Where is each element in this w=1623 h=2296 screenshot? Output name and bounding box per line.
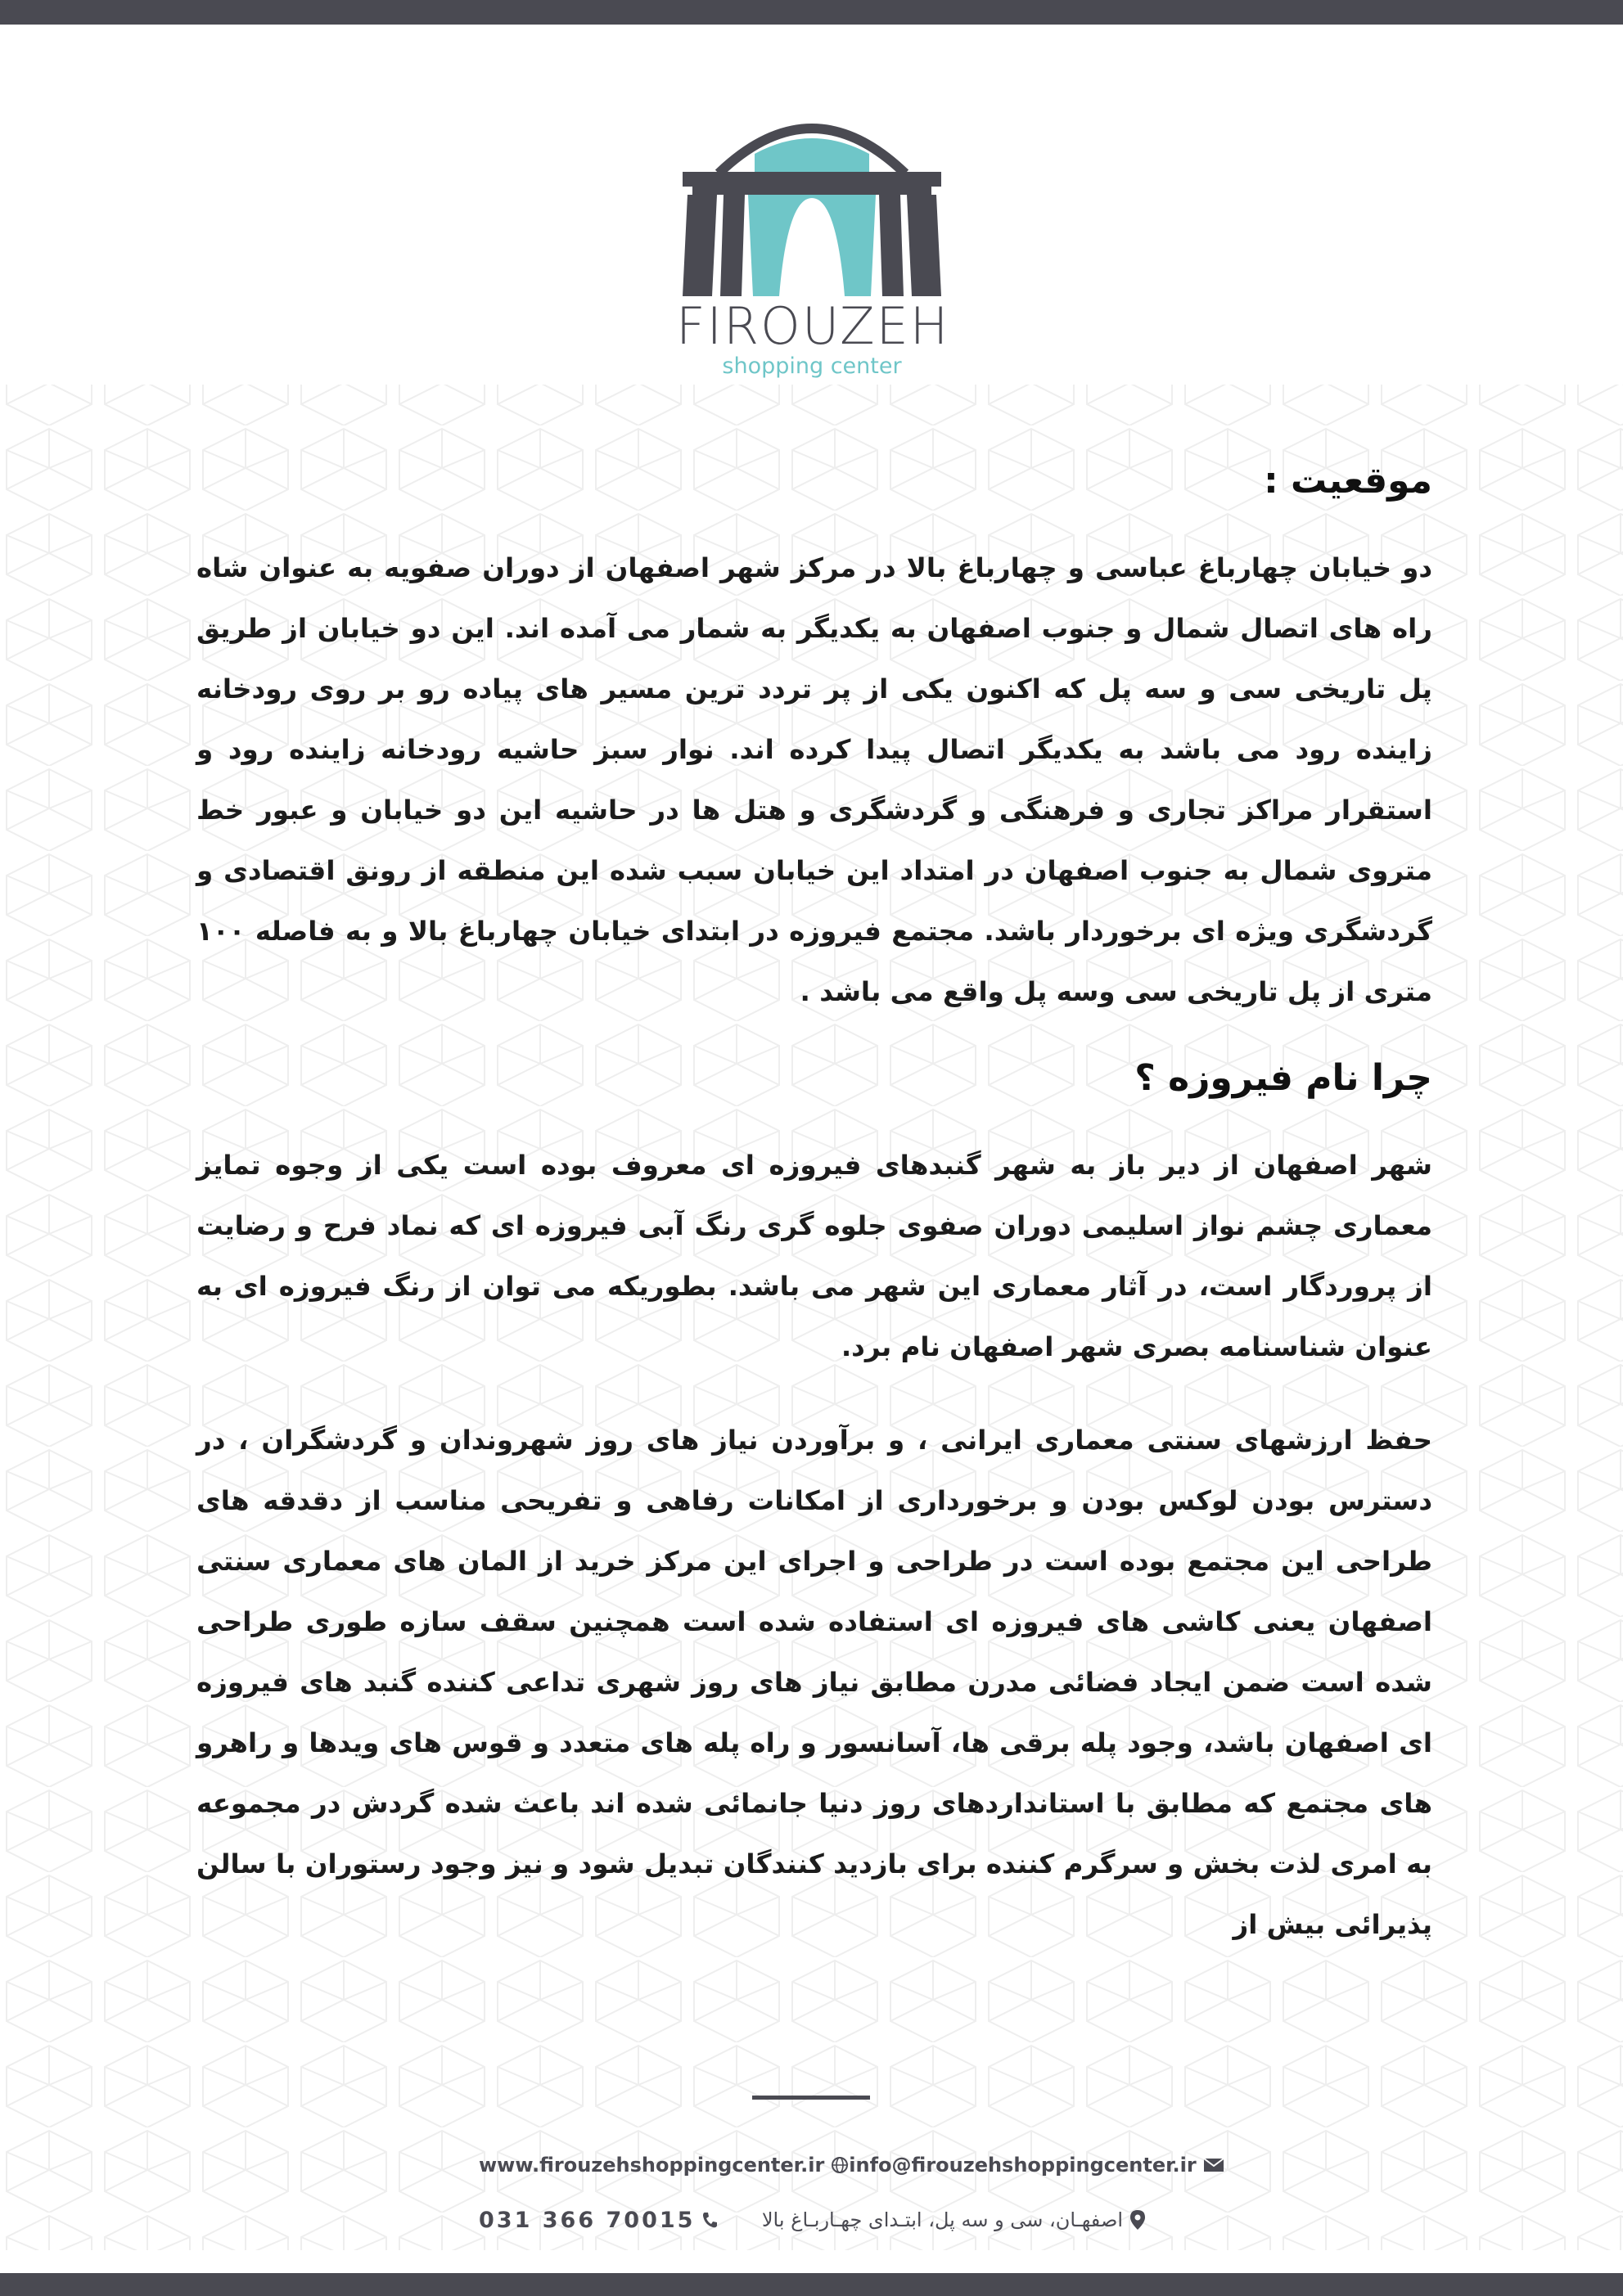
paragraph-location: دو خیابان چهارباغ عباسی و چهارباغ بالا در مرکز شهر اصفهان از دوران صفویه به عنوان شاه راه های اتصال شمال و جنوب اصفهان به یکدیگر به شمار می آمده اند. این دو خیابان از طریق پل تاریخی سی و سه پل که اکنون یکی از پر تردد ترین مسیر های پیاده رو بر روی رودخانه زاینده رود می باشد به یکدیگر اتصال پیدا کرده اند. نوار سبز حاشیه رودخانه زاینده رود و استقرار مراکز تجاری و فرهنگی و گردشگری و هتل ها در حاشیه این دو خیابان و عبور خط متروی شمال به جنوب اصفهان در امتداد این خیابان سبب شده این منطقه از رونق اقتصادی و گردشگری ویژه ای برخوردار باشد. مجتمع فیروزه در ابتدای خیابان چهارباغ بالا و به فاصله ۱۰۰ متری از پل تاریخی سی وسه پل واقع می باشد .	[196, 552, 1432, 1007]
location-pin-icon	[1129, 2209, 1146, 2231]
footer-phone[interactable]	[479, 2208, 718, 2233]
paragraph-why-firouzeh-1: شهر اصفهان از دیر باز به شهر گنبدهای فیروزه ای معروف بوده است یکی از وجوه تمایز معماری چشم نواز اسلیمی دوران صفوی جلوه گری رنگ آبی فیروزه ای که نماد فرح و رضایت از پروردگار است، در آثار معماری این شهر می باشد. بطوریکه می توان از رنگ فیروزه ای به عنوان شناسنامه بصری شهر اصفهان نام برد.	[196, 1150, 1432, 1362]
address-text: اصفهـان، سی و سه پل، ابتـدای چهـاربـاغ بالا	[761, 2208, 1123, 2231]
paragraph-why-firouzeh-2: حفظ ارزشهای سنتی معماری ایرانی ، و برآوردن نیاز های روز شهروندان و گردشگران ، در دسترس بودن لوکس بودن و برخورداری از امکانات رفاهی و تفریحی مناسب از دقدقه های طراحی این مجتمع بوده است در طراحی و اجرای این مرکز خرید از المان های معماری سنتی اصفهان یعنی کاشی های فیروزه ای استفاده شده است همچنین سقف سازه طوری طراحی شده است ضمن ایجاد فضائی مدرن مطابق نیاز های روز شهری تداعی کننده گنبد های فیروزه ای اصفهان باشد، وجود پله برقی ها، آسانسور و راه پله های متعدد و قوس های ویدها و راهرو های مجتمع که مطابق با استانداردهای روز دنیا جانمائی شده اند باعث شده گردش در مجموعه به امری لذت بخش و سرگرم کننده برای بازدید کنندگان تبدیل شود و نیز وجود رستوران با سالن پذیرائی بیش از	[196, 1425, 1432, 1940]
section-heading-location: موقعیت :	[1264, 460, 1432, 502]
phone-text[interactable]: 031 366 70015	[479, 2207, 696, 2233]
section-heading-why-firouzeh: چرا نام فیروزه ؟	[1134, 1057, 1432, 1099]
bottom-bar	[0, 2273, 1623, 2296]
phone-icon	[701, 2211, 718, 2229]
footer-contact-row-2	[479, 2204, 1146, 2236]
footer-website[interactable]	[479, 2154, 849, 2177]
document-body	[196, 446, 1432, 1955]
footer-contact-row-1	[479, 2149, 1197, 2181]
logo-brand-sub: shopping center	[722, 353, 902, 379]
footer-divider	[752, 2096, 870, 2100]
website-text[interactable]: www.firouzehshoppingcenter.ir	[479, 2154, 825, 2177]
email-text[interactable]: info@firouzehshoppingcenter.ir	[849, 2154, 1197, 2177]
footer-email[interactable]	[849, 2154, 1224, 2177]
top-bar	[0, 0, 1623, 25]
logo-brand-name: FIROUZEH	[676, 296, 950, 356]
globe-icon	[831, 2156, 849, 2174]
logo	[676, 108, 948, 394]
footer-address	[762, 2208, 1146, 2231]
logo-mark	[676, 108, 948, 300]
envelope-icon	[1203, 2157, 1224, 2173]
